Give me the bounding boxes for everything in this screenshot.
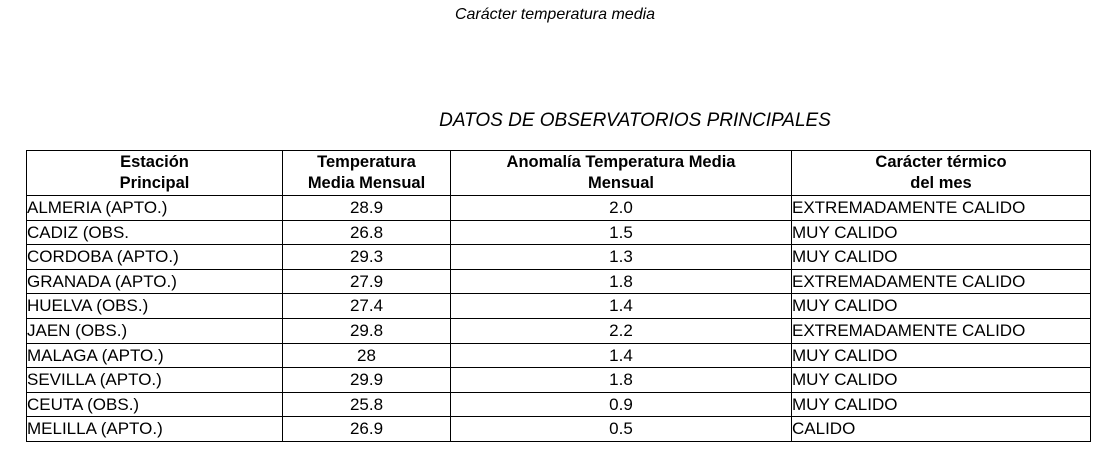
station-cell: HUELVA (OBS.) <box>27 294 283 319</box>
character-cell: MUY CALIDO <box>792 220 1091 245</box>
character-cell: MUY CALIDO <box>792 392 1091 417</box>
header-anomaly <box>451 151 792 196</box>
page-title: Carácter temperatura media <box>454 6 656 23</box>
station-cell: MELILLA (APTO.) <box>27 417 283 442</box>
anomaly-cell: 2.0 <box>451 196 792 221</box>
character-cell: CALIDO <box>792 417 1091 442</box>
anomaly-cell: 1.3 <box>451 245 792 270</box>
character-cell: MUY CALIDO <box>792 343 1091 368</box>
header-line: Carácter térmico <box>875 153 1007 171</box>
temperature-cell: 28.9 <box>283 196 451 221</box>
anomaly-cell: 1.4 <box>451 294 792 319</box>
table-row <box>27 196 1091 221</box>
table-row <box>27 269 1091 294</box>
table-row <box>27 294 1091 319</box>
character-cell: MUY CALIDO <box>792 245 1091 270</box>
table-row <box>27 417 1091 442</box>
temperature-cell: 26.9 <box>283 417 451 442</box>
section-title: DATOS DE OBSERVATORIOS PRINCIPALES <box>439 110 831 131</box>
station-cell: ALMERIA (APTO.) <box>27 196 283 221</box>
station-cell: CADIZ (OBS. <box>27 220 283 245</box>
header-line: Temperatura <box>317 153 416 171</box>
header-line: del mes <box>910 174 972 192</box>
temperature-cell: 26.8 <box>283 220 451 245</box>
header-temperature <box>283 151 451 196</box>
table-row <box>27 245 1091 270</box>
observatories-table <box>26 150 1091 442</box>
station-cell: SEVILLA (APTO.) <box>27 368 283 393</box>
character-cell: EXTREMADAMENTE CALIDO <box>792 196 1091 221</box>
anomaly-cell: 0.5 <box>451 417 792 442</box>
table-row <box>27 392 1091 417</box>
temperature-cell: 29.8 <box>283 318 451 343</box>
anomaly-cell: 1.8 <box>451 368 792 393</box>
header-line: Estación <box>120 153 189 171</box>
station-cell: JAEN (OBS.) <box>27 318 283 343</box>
header-line: Media Mensual <box>307 174 426 192</box>
character-cell: MUY CALIDO <box>792 294 1091 319</box>
anomaly-cell: 1.5 <box>451 220 792 245</box>
header-line: Principal <box>119 174 190 192</box>
station-cell: CORDOBA (APTO.) <box>27 245 283 270</box>
anomaly-cell: 2.2 <box>451 318 792 343</box>
table-row <box>27 220 1091 245</box>
temperature-cell: 29.9 <box>283 368 451 393</box>
temperature-cell: 29.3 <box>283 245 451 270</box>
anomaly-cell: 1.8 <box>451 269 792 294</box>
table-row <box>27 318 1091 343</box>
character-cell: EXTREMADAMENTE CALIDO <box>792 269 1091 294</box>
header-character <box>792 151 1091 196</box>
table-row <box>27 368 1091 393</box>
table-header-row <box>27 151 1091 196</box>
header-station <box>27 151 283 196</box>
station-cell: CEUTA (OBS.) <box>27 392 283 417</box>
station-cell: MALAGA (APTO.) <box>27 343 283 368</box>
header-line: Anomalía Temperatura Media <box>506 153 736 171</box>
character-cell: EXTREMADAMENTE CALIDO <box>792 318 1091 343</box>
anomaly-cell: 1.4 <box>451 343 792 368</box>
anomaly-cell: 0.9 <box>451 392 792 417</box>
table-row <box>27 343 1091 368</box>
header-line: Mensual <box>587 174 655 192</box>
station-cell: GRANADA (APTO.) <box>27 269 283 294</box>
temperature-cell: 27.9 <box>283 269 451 294</box>
character-cell: MUY CALIDO <box>792 368 1091 393</box>
temperature-cell: 28 <box>283 343 451 368</box>
temperature-cell: 25.8 <box>283 392 451 417</box>
temperature-cell: 27.4 <box>283 294 451 319</box>
